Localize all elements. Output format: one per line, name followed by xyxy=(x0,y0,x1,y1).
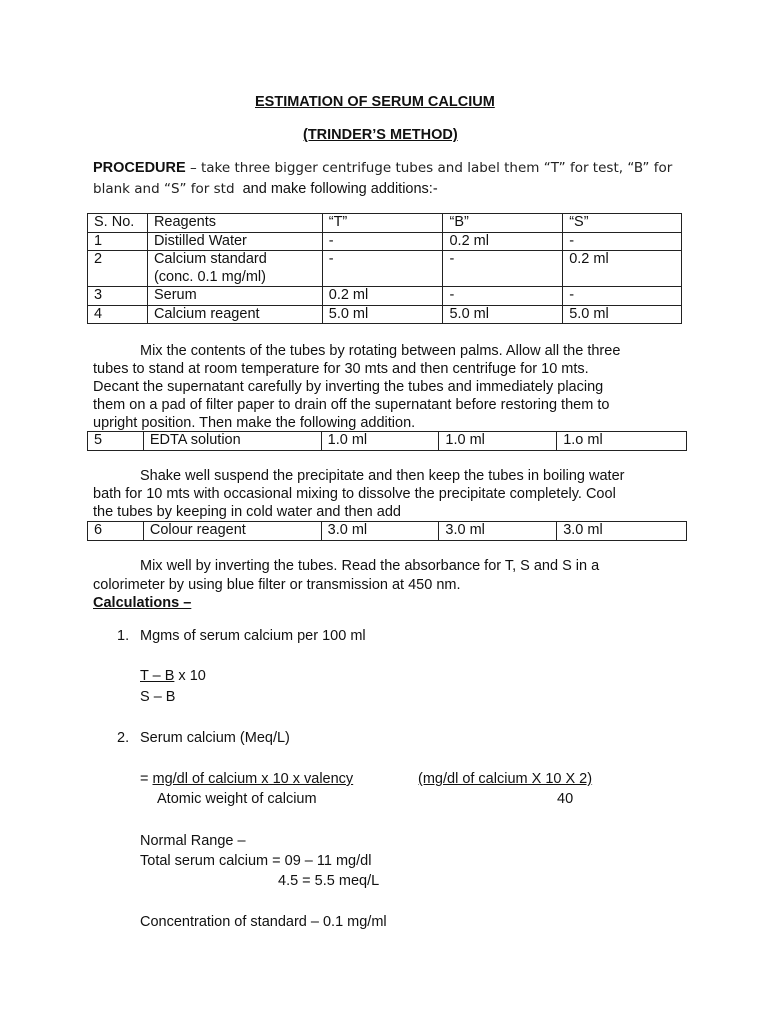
table-cell: 1.0 ml xyxy=(439,432,557,451)
header-cell: Reagents xyxy=(147,214,322,233)
table-cell: 2 xyxy=(88,251,148,287)
normal-range-line-2: 4.5 = 5.5 meq/L xyxy=(278,873,380,889)
normal-range-line-1: Total serum calcium = 09 – 11 mg/dl xyxy=(140,853,372,869)
calc-item-1-numerator: T – B xyxy=(140,668,175,684)
table-cell: - xyxy=(443,287,563,306)
calc-item-1-number: 1. xyxy=(117,628,130,644)
table-cell: 6 xyxy=(88,522,144,541)
paragraph-1-line: Decant the supernatant carefully by inverting the tubes and immediately placing xyxy=(93,379,604,395)
table-row xyxy=(88,232,682,251)
table-cell: - xyxy=(563,232,682,251)
header-cell: “S” xyxy=(563,214,682,233)
table-cell: - xyxy=(563,287,682,306)
table-cell: 5.0 ml xyxy=(563,305,682,324)
table-cell: 3.0 ml xyxy=(557,522,687,541)
table-row xyxy=(88,287,682,306)
calc-item-1-denominator: S – B xyxy=(140,689,176,705)
table-cell: 3 xyxy=(88,287,148,306)
edta-table xyxy=(87,431,687,451)
table-cell: 1.o ml xyxy=(557,432,687,451)
paragraph-1-line: Mix the contents of the tubes by rotating between palms. Allow all the three xyxy=(140,343,621,359)
paragraph-1-line: upright position. Then make the following addition. xyxy=(93,415,416,431)
reagents-table xyxy=(87,213,682,324)
paragraph-1-line: them on a pad of filter paper to drain off the supernatant before restoring them to xyxy=(93,397,610,413)
procedure-text-1: – take three bigger centrifuge tubes and label them “T” for test, “B” for xyxy=(185,160,673,176)
calc-item-1-text: Mgms of serum calcium per 100 ml xyxy=(140,628,366,644)
procedure-text-2b: and make following additions:- xyxy=(242,181,438,197)
procedure-line-1 xyxy=(93,160,672,176)
table-cell: 3.0 ml xyxy=(321,522,439,541)
normal-range-label: Normal Range – xyxy=(140,833,246,849)
table-cell: Serum xyxy=(147,287,322,306)
table-cell: - xyxy=(443,251,563,287)
table-cell: 4 xyxy=(88,305,148,324)
table-cell: Calcium standard (conc. 0.1 mg/ml) xyxy=(147,251,322,287)
page-subtitle: (TRINDER’S METHOD) xyxy=(303,127,458,143)
table-row xyxy=(88,251,682,287)
paragraph-2-line: the tubes by keeping in cold water and then add xyxy=(93,504,401,520)
header-cell: S. No. xyxy=(88,214,148,233)
table-row xyxy=(88,432,687,451)
calc-item-2-text: Serum calcium (Meq/L) xyxy=(140,730,290,746)
table-cell: Colour reagent xyxy=(143,522,321,541)
calc-item-2-number: 2. xyxy=(117,730,130,746)
table-cell: - xyxy=(322,232,443,251)
paragraph-3-line: colorimeter by using blue filter or transmission at 450 nm. xyxy=(93,577,461,593)
calc-item-2-eq-denominator: Atomic weight of calcium xyxy=(157,791,317,807)
calc-item-1-numerator-line xyxy=(140,668,206,684)
table-cell: 5 xyxy=(88,432,144,451)
table-cell: 0.2 ml xyxy=(322,287,443,306)
paragraph-3-line: Mix well by inverting the tubes. Read the absorbance for T, S and S in a xyxy=(140,558,600,574)
table-cell: Distilled Water xyxy=(147,232,322,251)
calc-item-2-equation xyxy=(140,771,353,787)
header-cell: “T” xyxy=(322,214,443,233)
calculations-heading: Calculations – xyxy=(93,595,192,611)
procedure-line-2 xyxy=(93,181,438,197)
page-title: ESTIMATION OF SERUM CALCIUM xyxy=(255,94,495,110)
paragraph-2-line: bath for 10 mts with occasional mixing to dissolve the precipitate completely. Cool xyxy=(93,486,616,502)
paragraph-1-line: tubes to stand at room temperature for 30 mts and then centrifuge for 10 mts. xyxy=(93,361,589,377)
table-cell: 1.0 ml xyxy=(321,432,439,451)
calc-item-2-alt-numerator: (mg/dl of calcium X 10 X 2) xyxy=(418,771,593,787)
table-cell: 3.0 ml xyxy=(439,522,557,541)
table-cell: 0.2 ml xyxy=(563,251,682,287)
standard-concentration: Concentration of standard – 0.1 mg/ml xyxy=(140,914,387,930)
table-row xyxy=(88,522,687,541)
table-cell: 0.2 ml xyxy=(443,232,563,251)
table-cell: 5.0 ml xyxy=(443,305,563,324)
table-cell: - xyxy=(322,251,443,287)
table-row xyxy=(88,305,682,324)
paragraph-2-line: Shake well suspend the precipitate and then keep the tubes in boiling water xyxy=(140,468,625,484)
calc-item-2-eq-numerator: mg/dl of calcium x 10 x valency xyxy=(152,771,354,787)
table-header-row xyxy=(88,214,682,233)
table-cell: Calcium reagent xyxy=(147,305,322,324)
table-cell: 5.0 ml xyxy=(322,305,443,324)
table-cell: 1 xyxy=(88,232,148,251)
table-cell: EDTA solution xyxy=(143,432,321,451)
colour-reagent-table xyxy=(87,521,687,541)
calc-item-1-multiplier: x 10 xyxy=(174,668,206,684)
calc-item-2-eq-prefix: = xyxy=(140,771,153,787)
header-cell: “B” xyxy=(443,214,563,233)
calc-item-2-alt-denominator: 40 xyxy=(557,791,574,807)
procedure-label: PROCEDURE xyxy=(93,160,186,176)
procedure-text-2a: blank and “S” for std xyxy=(93,181,235,197)
